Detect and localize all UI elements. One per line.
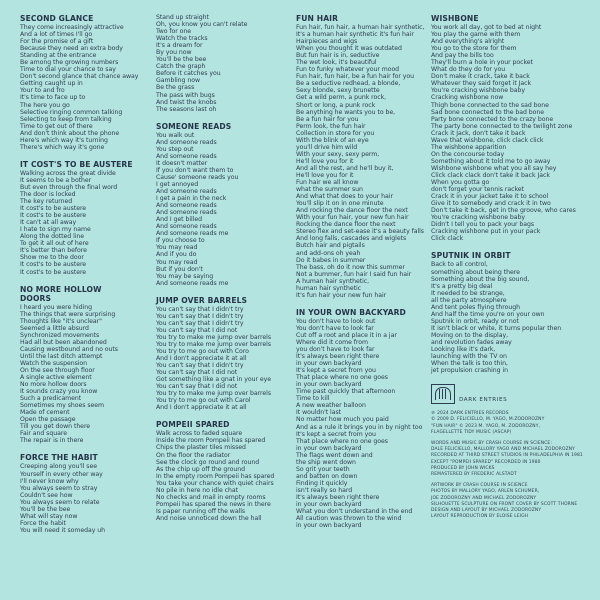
lyric-line: It cost's to be austere <box>20 268 87 276</box>
lyric-line: Stand up straight <box>156 14 209 21</box>
lyric-line: Seemed a little absurd <box>20 324 89 332</box>
lyric-line: Be among the growing numbers <box>20 59 119 67</box>
song-block <box>431 14 581 242</box>
lyric-line: The seasons last oh <box>156 105 217 113</box>
lyric-line: and add-ons oh yeah <box>296 249 361 257</box>
lyric-line: No pile in here no idle chat <box>156 486 238 494</box>
lyric-line: You don't have to look out <box>296 317 376 325</box>
lyric-line: On the see through floor <box>20 366 95 374</box>
lyric-line: You can't say that I did not <box>156 383 238 391</box>
song-block <box>156 296 271 412</box>
lyric-line: Rocking the dance floor the next <box>296 221 396 229</box>
song-title: JUMP OVER BARRELS <box>156 295 248 305</box>
lyric-line: You may read <box>156 258 198 266</box>
lyric-line: Watch the tracks <box>156 35 208 43</box>
lyric-line: Two for one <box>156 28 192 36</box>
lyric-line: In the empty room Pompeii has spared <box>156 472 275 480</box>
lyric-line: And someone reads <box>156 152 217 160</box>
lyric-line: Time to kill <box>296 395 330 403</box>
lyric-line: That place where no one goes <box>296 437 388 445</box>
lyric-line: Is paper running off the walls <box>156 507 246 515</box>
art-line: DESIGN AND LAYOUT BY MICHAEL ZODOROZNY <box>431 508 542 514</box>
lyric-line: You take your chance with quiet chairs <box>156 479 274 487</box>
credits-line: WORDS AND MUSIC BY CRASH COURSE IN SCIENCE: <box>431 441 552 447</box>
lyric-line: And someone reads <box>156 223 217 231</box>
song-title: NO MORE HOLLOW DOORS <box>20 284 102 303</box>
song-title: WISHBONE <box>431 14 479 23</box>
lyric-line: You'll be the bee <box>156 56 207 64</box>
lyric-line: Time past quickly that afternoon <box>296 388 396 396</box>
lyric-line: Be a fun hair for you <box>296 115 359 123</box>
lyric-line: You work all day, got to bed at night <box>431 24 542 31</box>
lyric-line: You can't say that I didn't try <box>156 305 244 313</box>
lyric-line: Open the passage <box>20 416 76 424</box>
lyric-line: You can't say that I didn't try <box>156 319 244 327</box>
lyric-line: Didn't I tell you to pack your bags <box>431 221 535 229</box>
lyric-line: It can't at all away <box>20 219 77 227</box>
lyric-line: Looking like it's dark, <box>431 346 496 354</box>
lyric-line: Be the grass <box>156 84 195 92</box>
lyric-line: You're cracking wishbone baby <box>431 87 525 95</box>
lyric-line: launching with the TV on <box>431 353 507 361</box>
lyric-line: and revolution fades away <box>431 338 512 346</box>
lyric-line: I'll never know why <box>20 477 79 485</box>
lyric-line: A human hair synthetic, <box>296 277 370 285</box>
lyric-line: By you now <box>156 49 192 57</box>
lyric-line: And someone reads me <box>156 279 229 287</box>
lyric-line: You can't say that I did not <box>156 326 238 334</box>
column-4 <box>431 14 581 525</box>
lyric-line: It cost's to be austere <box>20 205 87 213</box>
art-group <box>431 483 581 520</box>
lyric-line: Causing westbound and no outs <box>20 345 118 353</box>
lyric-line: I get a pain in the neck <box>156 195 227 203</box>
song-title: POMPEII SPARED <box>156 420 230 430</box>
lyric-line: Whatever they said forget it Jack <box>431 80 532 88</box>
lyric-line: It wouldn't last <box>296 409 342 417</box>
lyric-line: Standing at the entrance <box>20 52 97 60</box>
lyric-line: A single active element <box>20 374 92 382</box>
lyric-line: Oh, you know you can't relate <box>156 21 248 29</box>
lyric-line: what the summer sun <box>296 186 363 194</box>
lyric-line: Had all but been abandoned <box>20 338 107 346</box>
lyric-line: It isn't black or white, it turns popular then <box>431 324 562 332</box>
lyric-line: Catch the graph <box>156 63 206 71</box>
lyric-line: It's kept a secret from you <box>296 367 376 375</box>
lyric-line: And long falls, cascades and wiglets <box>296 235 407 243</box>
lyric-line: Stereo flex and set-ease it's a beauty falls <box>296 228 424 236</box>
song-title: FORCE THE HABIT <box>20 453 98 463</box>
lyric-line: And if you do <box>156 251 197 259</box>
lyric-line: Gambling now <box>156 77 200 85</box>
lyric-line: It's time to face up to <box>20 94 86 102</box>
lyric-line: And as a rule it brings you in by night too <box>296 423 423 431</box>
lyric-line: But fun hair is in, seductive <box>296 52 380 60</box>
lyric-line: in your own backyard <box>296 360 362 368</box>
lyric-line: Cause' someone reads you <box>156 173 239 181</box>
label-logo <box>431 384 581 404</box>
song-block <box>296 307 423 530</box>
lyric-line: And I don't appreciate it at all <box>156 355 247 363</box>
lyric-line: Fun hair, fun hair, be a fun hair for you <box>296 73 415 81</box>
lyric-line: Thigh bone connected to the sad bone <box>431 101 549 109</box>
lyric-line: Something about the big sound, <box>431 275 530 283</box>
lyric-line: Don't take it back, get in the groove, who cares <box>431 207 576 215</box>
lyric-line: Wishbone wishbone what you all say hey <box>431 164 557 172</box>
lyric-line: Click clack <box>431 235 464 243</box>
lyric-line: You walk out <box>156 131 195 139</box>
credits-line: EXCEPT "POMPEII SPARED" RECORDED IN 1980 <box>431 459 541 465</box>
lyric-line: The repair is in there <box>20 437 84 445</box>
lyric-line: and batten on down <box>296 472 358 480</box>
song-title: SPUTNIK IN ORBIT <box>431 251 511 261</box>
lyric-line: They come increasingly attractive <box>20 24 124 31</box>
lyric-line: Force the habit <box>20 519 66 527</box>
lyric-line: And someone reads <box>156 202 217 210</box>
lyric-line: Time to get out of there <box>20 122 93 130</box>
lyric-line: You always seem to stray <box>20 484 98 492</box>
lyric-line: you'll drive him wild <box>296 143 358 151</box>
song-title: SECOND GLANCE <box>20 14 94 23</box>
column-2 <box>156 14 275 531</box>
lyric-line: It's kept a secret from you <box>296 430 376 438</box>
lyric-line: It's fun hair your new fun hair <box>296 291 387 299</box>
lyric-line: Yourself in every other way <box>20 470 103 478</box>
lyric-line: It doesn't matter <box>156 159 208 167</box>
lyric-line: There's which way it's gone <box>20 143 105 151</box>
lyric-line: You'll slip it on in one minute <box>296 200 384 208</box>
lyric-line: Get a wild perm, a punk rock, <box>296 94 387 102</box>
lyric-line: Hairpieces and wigs <box>296 38 358 46</box>
lyric-line: Crack it in your jacket take it to school <box>431 193 549 201</box>
art-line: SILHOUETTE SCULPTURE ON FRONT COVER BY SCOTT THORNE <box>431 501 578 507</box>
lyric-line: I heard you were hiding <box>20 303 93 311</box>
lyric-line: And someone reads <box>156 188 217 196</box>
song-block <box>156 14 271 113</box>
lyric-line: Until the last ditch attempt <box>20 352 103 360</box>
lyric-line: And someone reads me <box>156 230 229 238</box>
credits-line: PRODUCED BY JOHN WICKS <box>431 465 495 471</box>
lyric-line: you don't have to look far <box>296 346 375 354</box>
lyric-line: And everything's alright <box>431 38 505 46</box>
lyric-line: Walking across the great divide <box>20 169 116 177</box>
lyric-line: It's a pretty big deal <box>431 282 493 290</box>
label-credits <box>431 384 581 520</box>
lyric-line: And rocking the dance floor the next <box>296 207 408 215</box>
lyric-line: Sometimes my shoes seem <box>20 402 105 410</box>
lyric-line: For the promise of a gift <box>20 38 94 46</box>
lyric-line: What you don't understand in the end <box>296 508 413 516</box>
lyric-line: Your to and fro <box>20 87 65 95</box>
lyric-line: Time to dial your chance to say <box>20 66 116 74</box>
lyric-line: A new weather balloon <box>296 402 366 410</box>
copyright-line: © 2009 D. FELICIELLO, M. YAGO, M.ZODOROZNY <box>431 417 545 423</box>
lyric-line: You may read <box>156 244 198 252</box>
lyric-line: Cracking wishbone now <box>431 94 504 102</box>
lyric-line: Synchronized movements <box>20 331 100 339</box>
lyric-line: It's always been right there <box>296 353 380 361</box>
lyric-line: Cracking wishbone put in your pack <box>431 228 541 236</box>
lyric-line: It cost's to be austere <box>20 261 87 269</box>
lyric-line: Selective ringing common talking <box>20 108 123 116</box>
lyric-line: And twist the knobs <box>156 98 217 106</box>
lyric-line: Butch hair and pigtails <box>296 242 365 250</box>
lyric-line: Perm look, the fun hair <box>296 122 366 130</box>
lyric-line: the ship went down <box>296 458 356 466</box>
lyric-line: Finding it quickly <box>296 479 348 487</box>
lyric-line: You go to the store for them <box>431 45 517 53</box>
song-title: SOMEONE READS <box>156 121 232 131</box>
lyric-line: in your own backyard <box>296 522 362 530</box>
lyric-line: As the chip up off the ground <box>156 465 245 473</box>
song-block <box>20 14 139 151</box>
lyric-line: No matter how much you paid <box>296 416 389 424</box>
lyric-line: Got something like a gnat in your eye <box>156 376 271 384</box>
lyric-line: Made of cement <box>20 409 70 417</box>
credits-line: REMASTERED BY FREDERIC ALSTADT <box>431 472 517 478</box>
lyric-line: That place where no one goes <box>296 374 388 382</box>
lyric-line: You can't say that I did not <box>156 369 238 377</box>
lyric-line: Do it babes in summer <box>296 256 366 264</box>
lyric-line: Show me to the door <box>20 254 84 262</box>
lyric-line: Collection in store for you <box>296 129 375 137</box>
lyric-line: When you thought it was outdated <box>296 45 402 53</box>
lyric-line: You try to me go out with Carol <box>156 397 251 405</box>
lyric-line: If you choose to <box>156 237 205 245</box>
lyric-line: Pompeii has spared the news in there <box>156 500 271 508</box>
song-block <box>156 420 275 522</box>
lyric-line: Because they need an extra body <box>20 45 123 53</box>
lyric-line: You'll be the bee <box>20 505 71 513</box>
lyric-line: It sounds crazy you know <box>20 388 98 396</box>
lyric-line: With the blink of an eye <box>296 136 369 144</box>
lyric-line: They'll burn a hole in your pocket <box>431 59 533 67</box>
lyric-line: The key returned <box>20 198 73 206</box>
lyric-line: Sad bone connected to the bad bone <box>431 108 545 116</box>
lyric-line: When the talk is too thin, <box>431 360 508 368</box>
lyric-line: What do they do for you <box>431 66 506 74</box>
lyric-line: With your fun hair, your new fun hair <box>296 214 409 222</box>
lyric-line: What will stay now <box>20 512 78 520</box>
lyric-line: Watch the suspension <box>20 359 88 367</box>
lyric-line: Don't make it crack, take it back <box>431 73 530 81</box>
lyric-line: But if you don't <box>156 265 203 273</box>
lyric-line: He'll love you for it <box>296 171 354 179</box>
song-block <box>296 14 425 299</box>
art-line: JOE ZODOROZNY AND MICHAEL ZODOROZNY <box>431 495 537 501</box>
lyric-line: He'll love you for it <box>296 157 354 165</box>
lyric-line: human hair synthetic <box>296 284 362 292</box>
lyric-line: So grit your teeth <box>296 465 350 473</box>
credits-line: RECORDED AT THIRD STREET STUDIOS IN PHILADELPHIA IN 1981 <box>431 453 583 459</box>
lyric-line: don't forget your tennis racket <box>431 186 524 194</box>
lyric-line: All caution was thrown to the wind <box>296 515 402 523</box>
lyric-line: Fun hair, fun hair, a human hair synthetic, <box>296 24 425 31</box>
song-block <box>20 453 135 533</box>
lyric-line: You may be saying <box>156 272 214 280</box>
lyric-line: I hate to sign my name <box>20 226 91 234</box>
lyric-line: And I don't appreciate it at all <box>156 404 247 412</box>
lyric-line: You try to me go out with Coro <box>156 347 249 355</box>
song-title: IT COST'S TO BE AUSTERE <box>20 159 133 169</box>
lyric-line: It's better than before <box>20 247 87 255</box>
lyric-line: Fair and square <box>20 430 67 438</box>
lyric-line: The things that were surprising <box>20 310 116 318</box>
lyric-line: You don't have to look far <box>296 324 374 332</box>
lyric-line: The flags went down and <box>296 451 373 459</box>
lyric-line: It cost's to be austere <box>20 212 87 220</box>
lyric-line: The wishbone apparition <box>431 143 507 151</box>
lyric-line: Chips the plaster tiles missed <box>156 444 246 452</box>
lyric-line: Thoughts like "it's unclear" <box>20 317 102 325</box>
lyric-line: Be anything he wants you to be, <box>296 108 396 116</box>
credits-group <box>431 441 581 478</box>
lyric-line: And what that does to your hair <box>296 193 393 201</box>
lyric-line: jet propulsion crashing in <box>431 367 508 375</box>
copyright-line: ℗ 2024 DARK ENTRIES RECORDS <box>431 411 509 417</box>
lyric-line: Till you get down there <box>20 423 91 431</box>
lyric-line: Before it catches you <box>156 70 221 78</box>
lyric-line: Party bone connected to the crazy bone <box>431 115 554 123</box>
song-block <box>156 122 271 287</box>
lyric-line: You can't say that I didn't try <box>156 312 244 320</box>
credits-line: DALE FELICIELLO, MALLORY YAGO AND MICHAEL ZODOROZNY <box>431 447 575 453</box>
lyric-line: And all the rest, and he'll buy it, <box>296 164 394 172</box>
lyric-line: See the clock go round and round <box>156 458 260 466</box>
lyric-line: Not a bummer, fun hair I said fun hair <box>296 270 412 278</box>
art-line: LAYOUT REPRODUCTION BY ELOISE LEIGH <box>431 514 529 520</box>
lyric-line: Sexy blonde, sexy brunette <box>296 87 380 95</box>
lyric-line: Be a seductive redhead, a blonde, <box>296 80 401 88</box>
lyric-line: With your sexy, sexy perm, <box>296 150 380 158</box>
copyright-line: FLAGELLETTE TIDY MUSIC (ASCAP) <box>431 429 512 435</box>
lyric-line: Here's which way it's turning <box>20 136 108 144</box>
lyric-line: Inside the room Pompeii has spared <box>156 437 266 445</box>
lyric-line: Along the dotted line <box>20 233 85 241</box>
lyric-line: The party bone connected to the twilight zone <box>431 122 573 130</box>
lyric-line: The wet look, it's beautiful <box>296 59 377 67</box>
lyric-line: No checks and mail in empty rooms <box>156 493 266 501</box>
lyric-line: And noise unnoticed down the hall <box>156 514 262 522</box>
lyric-line: It seems to be a bother <box>20 176 92 184</box>
lyric-line: Where did it come from <box>296 338 368 346</box>
lyric-line: You will need it someday uh <box>20 526 106 534</box>
lyric-line: Fun to funky whatever your mood <box>296 66 400 74</box>
lyric-line: Sputnik in orbit, ready or not <box>431 317 519 325</box>
lyric-line: If you don't want them to <box>156 166 234 174</box>
lyric-line: And half the time you're on your own <box>431 310 545 318</box>
lyric-line: Crack it Jack, don't take it back <box>431 129 526 137</box>
lyric-line: Click clack clack don't take it back Jack <box>431 171 550 179</box>
lyric-line: Selecting to keep from talking <box>20 115 112 123</box>
lyric-line: I get annoyed <box>156 180 199 188</box>
song-block <box>431 251 581 374</box>
song-title: FUN HAIR <box>296 14 339 23</box>
lyric-line: Moving on to the display, <box>431 331 508 339</box>
lyric-line: Something about it told me to go away <box>431 157 551 165</box>
lyric-line: You try to make me jump over barrels <box>156 390 272 398</box>
lyric-line: The bass, oh do it now this summer <box>296 263 405 271</box>
lyric-line: The pass with bugs <box>156 91 215 99</box>
lyric-line: And a lot of times I'll go <box>20 31 93 39</box>
lyric-line: When you gotta go <box>431 179 490 187</box>
lyric-line: And someone reads <box>156 138 217 146</box>
lyric-line: in your own backyard <box>296 444 362 452</box>
lyric-line: Wave that wishbone, click clack click <box>431 136 544 144</box>
lyric-line: It's a dream for <box>156 42 203 50</box>
lyric-line: And someone reads <box>156 209 217 217</box>
lyric-line: Back to all control, <box>431 261 488 269</box>
lyric-line: And I get billed <box>156 216 202 224</box>
lyric-line: Getting caught up in <box>20 80 83 88</box>
lyric-line: The door is locked <box>20 190 76 198</box>
lyric-line: You always seem to relate <box>20 498 100 506</box>
lyric-line: And pay the bills too <box>431 52 494 60</box>
lyric-line: Walk across to faded square <box>156 430 243 438</box>
lyric-line: Fun hair we all know <box>296 179 359 187</box>
art-line: ARTWORK BY CRASH COURSE IN SCIENCE <box>431 483 528 489</box>
lyric-line: Give it to somebody and crack it in two <box>431 200 551 208</box>
lyric-line: And don't think about the phone <box>20 129 120 137</box>
lyric-line: Cut off a root and place it in a jar <box>296 331 397 339</box>
lyric-line: On the concourse today <box>431 150 505 158</box>
lyric-line: Short or long, a punk rock <box>296 101 376 109</box>
lyric-line: Don't second glance that chance away <box>20 73 139 81</box>
label-name: DARK ENTRIES <box>459 396 508 403</box>
lyric-line: It needed to be strange, <box>431 289 505 297</box>
lyric-line: in your own backyard <box>296 501 362 509</box>
song-block <box>20 160 135 276</box>
column-1 <box>20 14 139 543</box>
column-3 <box>296 14 425 538</box>
lyric-line: It's a human hair synthetic it's fun hair <box>296 31 414 39</box>
lyric-line: But even through the final word <box>20 183 118 191</box>
lyric-line: all the party atmosphere <box>431 296 507 304</box>
lyric-line: You're cracking wishbone baby <box>431 214 525 222</box>
lyric-line: To get it all out of here <box>20 240 89 248</box>
lyric-line: something about being there <box>431 268 520 276</box>
lyric-line: No more hollow doors <box>20 381 87 389</box>
lyric-line: You play the game with them <box>431 31 521 39</box>
lyric-line: isn't really so hard <box>296 486 353 494</box>
lyric-line: Such a predicament <box>20 395 82 403</box>
art-line: PHOTOS BY MALLORY YAGO, ARLEN SCHUMER, <box>431 489 540 495</box>
lyric-line: Couldn't see how <box>20 491 73 499</box>
lyric-line: And tent poles flying through <box>431 303 520 311</box>
dark-entries-logo-icon <box>431 384 455 404</box>
lyric-line: You can't say that I didn't try <box>156 362 244 370</box>
lyric-line: It's always been right there <box>296 494 380 501</box>
song-title: IN YOUR OWN BACKYARD <box>296 307 406 317</box>
lyric-line: You try to make me jump over barrels <box>156 333 272 341</box>
lyric-line: You step out <box>156 145 194 153</box>
lyric-line: Creeping along you'll see <box>20 463 97 471</box>
lyric-line: You try to make me jump over barrels <box>156 340 272 348</box>
copyright-line: "FUN HAIR" © 2023 M. YAGO, M. ZODOROZNY, <box>431 423 541 429</box>
lyric-line: in your own backyard <box>296 381 362 389</box>
copyright-group <box>431 411 581 436</box>
lyric-line: On the floor the radiator <box>156 451 231 459</box>
song-block <box>20 285 135 445</box>
lyric-line: The here you go <box>20 101 70 109</box>
